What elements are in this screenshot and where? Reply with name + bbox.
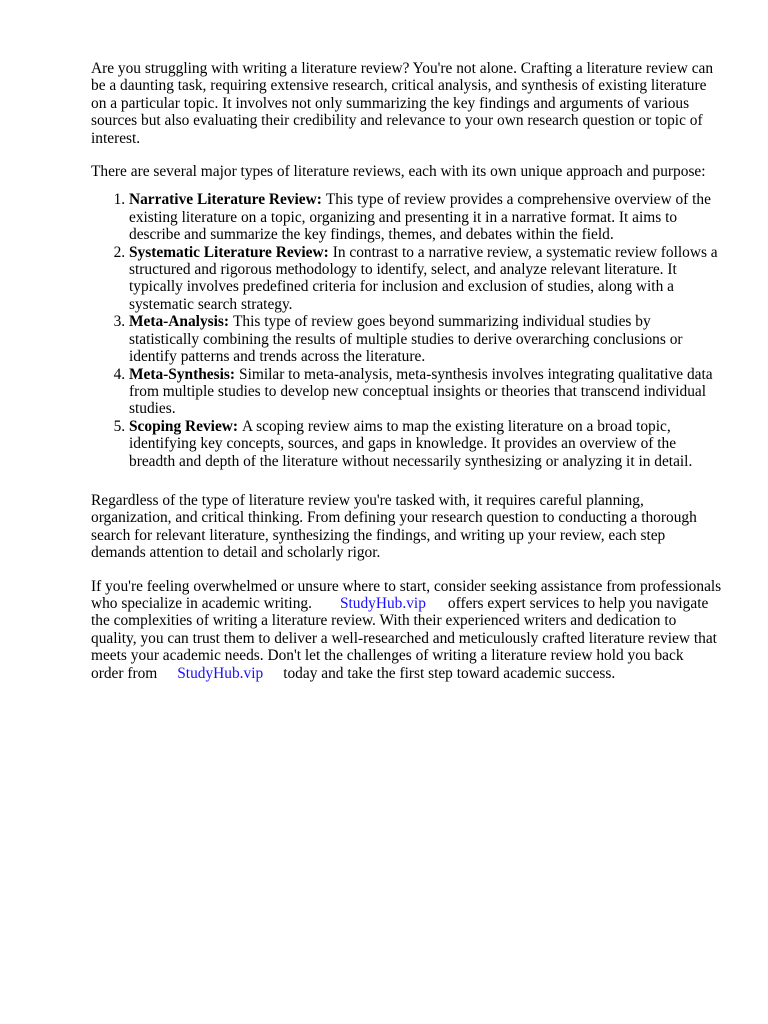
desc-systematic: In contrast to a narrative review, a systematic review follows a structured and rigorous methodology to identify, select, and analyze relevant literature. It typically involves predefined criteria for inclusion and exclusion of studies, along with a systematic search strategy.: [129, 243, 718, 313]
term-systematic: Systematic Literature Review:: [129, 243, 329, 261]
closing-text-2: offers expert services to help you navigate the complexities of writing a literature review. With their experienced writers and dedication to quality, you can trust them to deliver a well-researched and meticulously crafted literature review that meets your academic needs. Don't let the challenges of writing a literature review hold you back: [91, 594, 717, 665]
closing-text-4: today and take the first step toward academic success.: [283, 664, 616, 682]
intro-paragraph: Are you struggling with writing a literature review? You're not alone. Crafting a literature review can be a daunting task, requiring extensive research, critical analysis, and synthesis of existing literature on a particular topic. It involves not only summarizing the key findings and arguments of various sources but also evaluating their credibility and relevance to your own research question or topic of interest.: [91, 60, 714, 147]
closing-text-3: order from: [91, 664, 158, 682]
review-types-list: [91, 191, 723, 470]
term-narrative: Narrative Literature Review:: [129, 191, 322, 209]
desc-scoping: A scoping review aims to map the existing literature on a broad topic, identifying key concepts, sources, and gaps in knowledge. It provides an overview of the breadth and depth of the literature without necessarily synthesizing or analyzing it in detail.: [129, 417, 693, 470]
regardless-paragraph: Regardless of the type of literature review you're tasked with, it requires careful planning, organization, and critical thinking. From defining your research question to conducting a thorough search for relevant literature, synthesizing the findings, and writing up your review, each step demands attention to detail and scholarly rigor.: [91, 491, 697, 562]
document-page: [91, 60, 723, 682]
types-intro-paragraph: There are several major types of literature reviews, each with its own unique approach and purpose:: [91, 163, 706, 181]
term-scoping: Scoping Review:: [129, 417, 239, 435]
studyhub-link-1[interactable]: StudyHub.vip: [339, 594, 426, 612]
list-item-scoping: [129, 418, 723, 470]
list-item-meta-analysis: [129, 313, 723, 365]
term-meta-analysis: Meta-Analysis:: [129, 313, 230, 331]
closing-text-1: If you're feeling overwhelmed or unsure where to start, consider seeking assistance from professionals who specialize in academic writing.: [91, 577, 722, 612]
list-item-meta-synthesis: [129, 366, 723, 418]
studyhub-link-2[interactable]: StudyHub.vip: [177, 664, 264, 682]
list-item-systematic: [129, 244, 723, 314]
closing-paragraph: [91, 578, 723, 682]
desc-meta-analysis: This type of review goes beyond summarizing individual studies by statistically combining the results of multiple studies to derive overarching conclusions or identify patterns and trends across the literature.: [129, 313, 683, 366]
desc-narrative: This type of review provides a comprehensive overview of the existing literature on a topic, organizing and presenting it in a narrative format. It aims to describe and summarize the key findings, themes, and debates within the field.: [129, 191, 711, 244]
list-item-narrative: [129, 191, 723, 243]
term-meta-synthesis: Meta-Synthesis:: [129, 365, 236, 383]
desc-meta-synthesis: Similar to meta-analysis, meta-synthesis involves integrating qualitative data from multiple studies to develop new conceptual insights or theories that transcend individual studies.: [129, 365, 713, 418]
